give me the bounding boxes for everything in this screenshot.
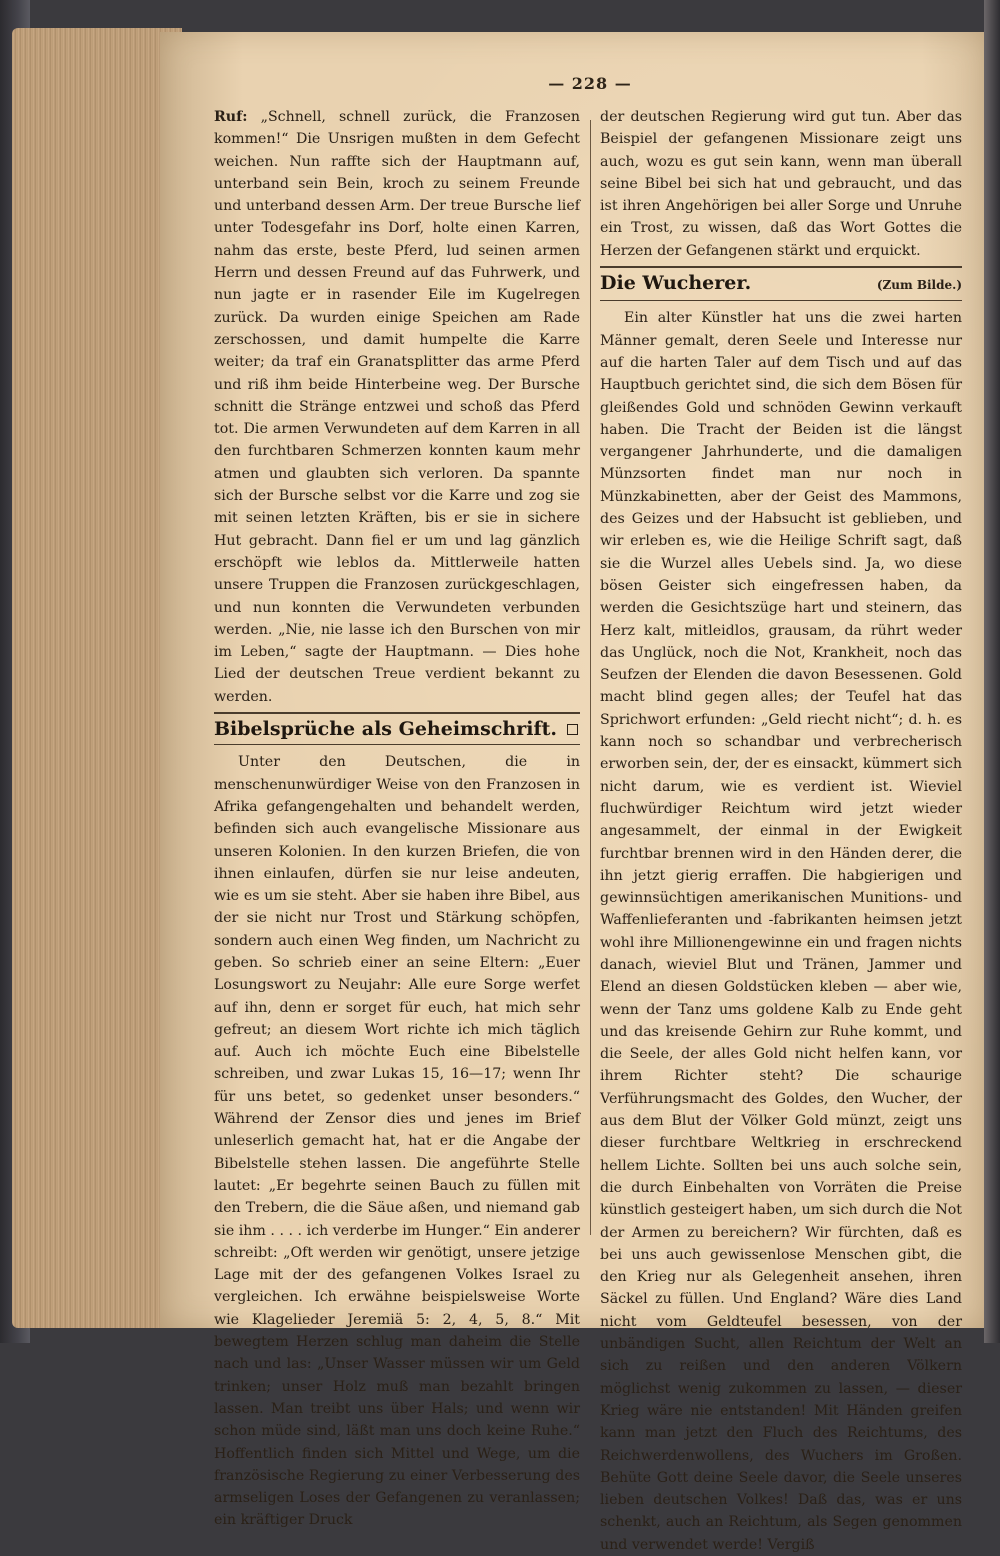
square-ornament-icon (567, 724, 578, 735)
page-stack-edge (12, 28, 182, 1328)
article-wucherer: Ein alter Künstler hat uns die zwei harten Männer gemalt, deren Seele und Interesse nur auf die harten Taler auf dem Tisch und auf das Hauptbuch gerichtet sind, die sich dem Bösen für gleißendes Gold und schnöden Gewinn verkauft haben. Die Tracht der Beiden ist die längst vergangener Jahrhunderte, und die damaligen Münzsorten findet man nur noch in Münzkabinetten, aber der Geist des Mammons, des Geizes und der Habsucht ist geblieben, und wir erleben es, wie die Heilige Schrift sagt, daß sie die Wurzel alles Uebels sind. Ja, wo diese bösen Geister sich eingefressen haben, da werden die Gesichtszüge hart und steinern, das Herz kalt, mitleidlos, grausam, da rührt weder das Unglück, noch die Not, Krankheit, noch das Seufzen der Elenden die davon Besessenen. Gold macht blind gegen alles; der Teufel hat das Sprichwort erfunden: „Geld riecht nicht“; d. h. es kann noch so schandbar und verbrecherisch erworben sein, der, der es einsackt, kümmert sich nicht darum, wie es verdient ist. Wieviel fluchwürdiger Reichtum wird jetzt wieder angesammelt, der einmal in der Ewigkeit furchtbar brennen wird in den Händen derer, die ihn jetzt gierig erraffen. Die habgierigen und gewinnsüchtigen amerikanischen Munitions- und Waffenlieferanten und -fabrikanten heimsen jetzt wohl ihre Millionengewinne ein und fragen nichts danach, wieviel Blut und Tränen, Jammer und Elend an diesen Goldstücken kleben — aber wie, wenn der Tanz ums goldene Kalb zu Ende geht und das kreisende Gehirn zur Ruhe kommt, und die Seele, der alles Gold nicht helfen kann, vor ihrem Richter steht? Die schaurige Verführungsmacht des Goldes, den Wucher, der aus dem Blut der Völker Gold münzt, zeigt uns dieser furchtbare Weltkrieg in erschreckend hellem Lichte. Sollten bei uns auch solche sein, die durch Einbehalten von Vorräten die Preise künstlich gesteigert haben, um sich durch die Not der Armen zu bereichern? Wir fürchten, daß es bei uns auch gewissenlose Menschen gibt, die den Krieg nur als Gelegenheit ansehen, ihren Säckel zu füllen. Und England? Wäre dies Land nicht vom Geldteufel besessen, von der unbändigen Sucht, allen Reichtum der Welt an sich zu reißen und den anderen Völkern möglichst wenig zukommen zu lassen, — dieser Krieg wäre nie entstanden! Mit Händen greifen kann man jetzt den Fluch des Reichtums, des Reichwerdenwollens, des Wuchers im Großen. Behüte Gott deine Seele davor, die Seele unseres lieben deutschen Volkes! Daß das, was er uns schenkt, auch an Reichtum, als Segen genommen und verwendet werde! Vergiß (600, 310, 962, 1553)
section-header-bibelsprueche (214, 718, 580, 745)
section-rule-right (600, 266, 962, 268)
story-text: „Schnell, schnell zurück, die Franzosen kommen!“ Die Unsrigen mußten in dem Gefecht weichen. Nun raffte sich der Hauptmann auf, unterband sein Bein, kroch zu seinem Freunde und unterband dessen Arm. Der treue Bursche lief unter Todesgefahr ins Dorf, holte einen Karren, nahm das erste, beste Pferd, lud seinen armen Herrn und dessen Freund auf das Fuhrwerk, und nun jagte er in rasender Eile im Kugelregen zurück. Da wurden einige Speichen am Rade zerschossen, und damit humpelte die Karre weiter; da traf ein Granatsplitter das arme Pferd und riß ihm beide Hinterbeine weg. Der Bursche schnitt die Stränge entzwei und schoß das Pferd tot. Die armen Verwundeten auf dem Karren in all den furchtbaren Schmerzen konnten kaum mehr atmen und glaubten sich verloren. Da spannte sich der Bursche selbst vor die Karre und zog sie mit seinen letzten Kräften, bis er sie in sichere Hut gebracht. Dann fiel er um und lag gänzlich erschöpft wie leblos da. Mittlerweile hatten unsere Truppen die Franzosen zurückgeschlagen, und nun konnten die Verwundeten verbunden werden. „Nie, nie lasse ich den Burschen von mir im Leben,“ sagte der Hauptmann. — Dies hohe Lied der deutschen Treue verdient bekannt zu werden. (214, 109, 581, 705)
book-cover-edge (984, 0, 1000, 1343)
column-divider (590, 120, 591, 1235)
story-continuation (214, 106, 580, 708)
article-bibelsprueche: Unter den Deutschen, die in menschenunwürdiger Weise von den Franzosen in Afrika gefangengehalten und behandelt werden, befinden sich auch evangelische Missionare aus unseren Kolonien. In den kurzen Briefen, die von ihnen einlaufen, dürfen sie nur leise andeuten, wie es um sie steht. Aber sie haben ihre Bibel, aus der sie nicht nur Trost und Stärkung schöpfen, sondern auch einen Weg finden, um Nachricht zu geben. So schrieb einer an seine Eltern: „Euer Losungswort zu Neujahr: Alle eure Sorge werfet auf ihn, denn er sorget für euch, hat mich sehr gefreut; an diesem Wort richte ich mich täglich auf. Auch ich möchte Euch eine Bibelstelle schreiben, und zwar Lukas 15, 16—17; wenn Ihr für uns betet, so gedenket unser besonders.“ Während der Zensor dies und jenes im Brief unleserlich gemacht hat, hat er die Angabe der Bibelstelle stehen lassen. Die angeführte Stelle lautet: „Er begehrte seinen Bauch zu füllen mit den Trebern, die die Säue aßen, und niemand gab sie ihm . . . . ich verderbe im Hunger.“ Ein anderer schreibt: „Oft werden wir genötigt, unsere jetzige Lage mit der des gefangenen Volkes Israel zu vergleichen. Ich erwähne beispielsweise Worte wie Klagelieder Jeremiä 5: 2, 4, 5, 8.“ Mit bewegtem Herzen schlug man daheim die Stelle nach und las: „Unser Wasser müssen wir um Geld trinken; unser Holz muß man bezahlt bringen lassen. Man treibt uns über Hals; und wenn wir schon müde sind, läßt man uns doch keine Ruhe.“ Hoffentlich finden sich Mittel und Wege, um die französische Regierung zu einer Verbesserung des armseligen Loses der Gefangenen zu veranlassen; ein kräftiger Druck (214, 754, 580, 1529)
section-title-wucherer: Die Wucherer. (600, 272, 752, 295)
section-rule (214, 712, 580, 714)
right-column (600, 106, 962, 1556)
section-note-zum-bilde: (Zum Bilde.) (876, 278, 962, 293)
section-title-bibelsprueche: Bibelsprüche als Geheimschrift. (214, 718, 558, 741)
page-number: — 228 — (548, 74, 632, 93)
article-continuation: der deutschen Regierung wird gut tun. Aber das Beispiel der gefangenen Missionare zeigt uns auch, wozu es gut sein kann, wenn man überall seine Bibel bei sich hat und gebraucht, und das ist ihren Angehörigen bei aller Sorge und Unruhe ein Trost, zu wissen, daß das Wort Gottes die Herzen der Gefangenen stärkt und erquickt. (600, 109, 962, 259)
story-lead: Ruf: (214, 109, 248, 125)
left-column (214, 106, 580, 1532)
section-header-wucherer (600, 272, 962, 301)
